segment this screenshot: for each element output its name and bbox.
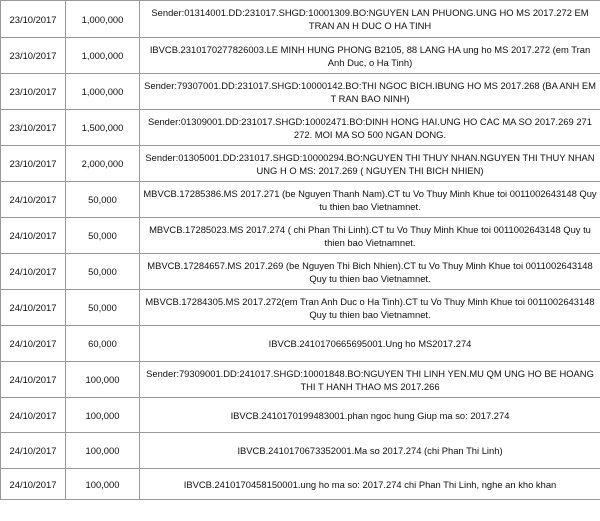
date-cell: 24/10/2017 bbox=[1, 182, 66, 218]
table-row bbox=[1, 326, 600, 362]
table-row bbox=[1, 38, 600, 74]
description-cell: MBVCB.17285386.MS 2017.271 (be Nguyen Thanh Nam).CT tu Vo Thuy Minh Khue toi 0011002643148 Quy tu thien bao Vietnamnet. bbox=[140, 182, 600, 218]
table-row bbox=[1, 290, 600, 326]
amount-cell: 100,000 bbox=[66, 433, 140, 469]
amount-cell: 2,000,000 bbox=[66, 146, 140, 182]
date-cell: 24/10/2017 bbox=[1, 469, 66, 500]
amount-cell: 1,000,000 bbox=[66, 38, 140, 74]
table-row bbox=[1, 182, 600, 218]
description-cell: MBVCB.17284657.MS 2017.269 (be Nguyen Thi Bich Nhien).CT tu Vo Thuy Minh Khue toi 0011002643148 Quy tu thien bao Vietnamnet. bbox=[140, 254, 600, 290]
table-row bbox=[1, 469, 600, 500]
table-row bbox=[1, 74, 600, 110]
date-cell: 24/10/2017 bbox=[1, 326, 66, 362]
amount-cell: 100,000 bbox=[66, 398, 140, 433]
table-row bbox=[1, 362, 600, 398]
table-row bbox=[1, 1, 600, 38]
amount-cell: 50,000 bbox=[66, 290, 140, 326]
description-cell: Sender:01309001.DD:231017.SHGD:10002471.BO:DINH HONG HAI.UNG HO CAC MA SO 2017.269 271 272. MOI MA SO 500 NGAN DONG. bbox=[140, 110, 600, 146]
table-row bbox=[1, 146, 600, 182]
date-cell: 23/10/2017 bbox=[1, 38, 66, 74]
date-cell: 23/10/2017 bbox=[1, 1, 66, 38]
description-cell: IBVCB.2410170199483001.phan ngoc hung Giup ma so: 2017.274 bbox=[140, 398, 600, 433]
table-row bbox=[1, 254, 600, 290]
description-cell: MBVCB.17284305.MS 2017.272(em Tran Anh Duc o Ha Tinh).CT tu Vo Thuy Minh Khue toi 0011002643148 Quy tu thien bao Vietnamnet. bbox=[140, 290, 600, 326]
amount-cell: 100,000 bbox=[66, 469, 140, 500]
date-cell: 24/10/2017 bbox=[1, 254, 66, 290]
date-cell: 23/10/2017 bbox=[1, 110, 66, 146]
description-cell: Sender:01314001.DD:231017.SHGD:10001309.BO:NGUYEN LAN PHUONG.UNG HO MS 2017.272 EM TRAN AN H DUC O HA TINH bbox=[140, 1, 600, 38]
description-cell: Sender:01305001.DD:231017.SHGD:10000294.BO:NGUYEN THI THUY NHAN.NGUYEN THI THUY NHAN UNG H O MS: 2017.269 ( NGUYEN THI BICH NHIEN) bbox=[140, 146, 600, 182]
description-cell: IBVCB.2310170277826003.LE MINH HUNG PHONG B2105, 88 LANG HA ung ho MS 2017.272 (em Tran Anh Duc, o Ha Tinh) bbox=[140, 38, 600, 74]
description-cell: IBVCB.2410170673352001.Ma so 2017.274 (chi Phan Thi Linh) bbox=[140, 433, 600, 469]
description-cell: Sender:79309001.DD:241017.SHGD:10001848.BO:NGUYEN THI LINH YEN.MU QM UNG HO BE HOANG THI T HANH THAO MS 2017.266 bbox=[140, 362, 600, 398]
table-row bbox=[1, 218, 600, 254]
amount-cell: 1,000,000 bbox=[66, 74, 140, 110]
date-cell: 23/10/2017 bbox=[1, 146, 66, 182]
description-cell: IBVCB.2410170458150001.ung ho ma so: 2017.274 chi Phan Thi Linh, nghe an kho khan bbox=[140, 469, 600, 500]
table-row bbox=[1, 398, 600, 433]
date-cell: 24/10/2017 bbox=[1, 433, 66, 469]
date-cell: 24/10/2017 bbox=[1, 290, 66, 326]
date-cell: 24/10/2017 bbox=[1, 218, 66, 254]
amount-cell: 1,500,000 bbox=[66, 110, 140, 146]
date-cell: 24/10/2017 bbox=[1, 398, 66, 433]
date-cell: 23/10/2017 bbox=[1, 74, 66, 110]
amount-cell: 1,000,000 bbox=[66, 1, 140, 38]
amount-cell: 60,000 bbox=[66, 326, 140, 362]
description-cell: MBVCB.17285023.MS 2017.274 ( chi Phan Thi Linh).CT tu Vo Thuy Minh Khue toi 0011002643148 Quy tu thien bao Vietnamnet. bbox=[140, 218, 600, 254]
date-cell: 24/10/2017 bbox=[1, 362, 66, 398]
description-cell: Sender:79307001.DD:231017.SHGD:10000142.BO:THI NGOC BICH.IBUNG HO MS 2017.268 (BA ANH EM T RAN BAO NINH) bbox=[140, 74, 600, 110]
description-cell: IBVCB.2410170665695001.Ung ho MS2017.274 bbox=[140, 326, 600, 362]
amount-cell: 50,000 bbox=[66, 254, 140, 290]
amount-cell: 50,000 bbox=[66, 218, 140, 254]
table-row bbox=[1, 433, 600, 469]
amount-cell: 50,000 bbox=[66, 182, 140, 218]
amount-cell: 100,000 bbox=[66, 362, 140, 398]
table-row bbox=[1, 110, 600, 146]
